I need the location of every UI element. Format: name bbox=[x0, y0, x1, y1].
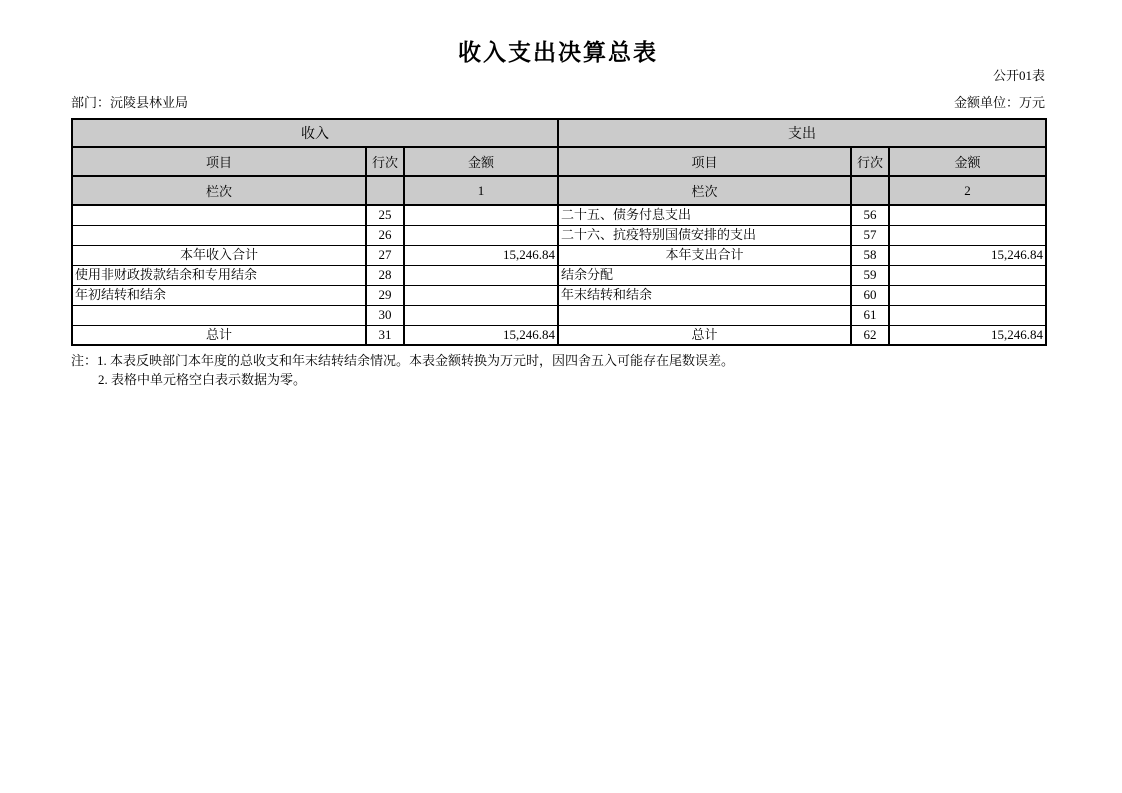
budget-summary-table bbox=[71, 118, 1047, 346]
income-item-cell: 本年收入合计 bbox=[72, 245, 366, 265]
page-title: 收入支出决算总表 bbox=[458, 40, 658, 65]
table-row-total-year bbox=[72, 245, 1046, 265]
table-row bbox=[72, 265, 1046, 285]
footnote-line: 2. 表格中单元格空白表示数据为零。 bbox=[98, 372, 307, 387]
table-row bbox=[72, 205, 1046, 225]
income-item-cell bbox=[72, 305, 366, 325]
income-rowno-header: 行次 bbox=[366, 147, 404, 176]
column-header-row bbox=[72, 147, 1046, 176]
expenditure-amount-cell bbox=[889, 285, 1046, 305]
table-row-grand-total bbox=[72, 325, 1046, 345]
expenditure-column-label: 栏次 bbox=[558, 176, 851, 205]
expenditure-rowno-cell: 60 bbox=[851, 285, 889, 305]
expenditure-amount-header: 金额 bbox=[889, 147, 1046, 176]
table-row bbox=[72, 285, 1046, 305]
expenditure-item-cell: 二十六、抗疫特别国债安排的支出 bbox=[558, 225, 851, 245]
income-item-cell: 使用非财政拨款结余和专用结余 bbox=[72, 265, 366, 285]
expenditure-rowno-header: 行次 bbox=[851, 147, 889, 176]
expenditure-amount-cell bbox=[889, 225, 1046, 245]
income-amount-cell bbox=[404, 285, 558, 305]
expenditure-amount-cell: 15,246.84 bbox=[889, 325, 1046, 345]
income-section-header: 收入 bbox=[72, 119, 558, 147]
income-amount-cell bbox=[404, 305, 558, 325]
unit-label: 金额单位：万元 bbox=[953, 95, 1045, 110]
expenditure-item-cell: 年末结转和结余 bbox=[558, 285, 851, 305]
income-rowno-cell: 31 bbox=[366, 325, 404, 345]
expenditure-rowno-cell: 62 bbox=[851, 325, 889, 345]
expenditure-column-blank bbox=[851, 176, 889, 205]
expenditure-item-cell: 二十五、债务付息支出 bbox=[558, 205, 851, 225]
income-item-header: 项目 bbox=[72, 147, 366, 176]
expenditure-rowno-cell: 61 bbox=[851, 305, 889, 325]
expenditure-rowno-cell: 59 bbox=[851, 265, 889, 285]
department-label: 部门：沅陵县林业局 bbox=[71, 95, 189, 110]
income-item-cell bbox=[72, 225, 366, 245]
income-item-cell: 总计 bbox=[72, 325, 366, 345]
income-amount-cell: 15,246.84 bbox=[404, 245, 558, 265]
income-amount-cell bbox=[404, 225, 558, 245]
income-column-blank bbox=[366, 176, 404, 205]
expenditure-item-cell: 总计 bbox=[558, 325, 851, 345]
income-column-number: 1 bbox=[404, 176, 558, 205]
footnote-line: 注：1. 本表反映部门本年度的总收支和年末结转结余情况。本表金额转换为万元时，因四舍五入可能存在尾数误差。 bbox=[71, 353, 735, 368]
income-amount-cell bbox=[404, 205, 558, 225]
income-rowno-cell: 29 bbox=[366, 285, 404, 305]
form-code-label: 公开01表 bbox=[992, 68, 1045, 83]
document-content bbox=[71, 0, 1045, 389]
income-amount-header: 金额 bbox=[404, 147, 558, 176]
expenditure-amount-cell bbox=[889, 305, 1046, 325]
footnotes bbox=[71, 351, 1045, 389]
table-row bbox=[72, 225, 1046, 245]
column-number-row bbox=[72, 176, 1046, 205]
income-rowno-cell: 26 bbox=[366, 225, 404, 245]
expenditure-rowno-cell: 57 bbox=[851, 225, 889, 245]
expenditure-amount-cell bbox=[889, 205, 1046, 225]
expenditure-item-cell: 本年支出合计 bbox=[558, 245, 851, 265]
income-rowno-cell: 28 bbox=[366, 265, 404, 285]
income-column-label: 栏次 bbox=[72, 176, 366, 205]
expenditure-item-cell: 结余分配 bbox=[558, 265, 851, 285]
income-rowno-cell: 25 bbox=[366, 205, 404, 225]
expenditure-amount-cell: 15,246.84 bbox=[889, 245, 1046, 265]
expenditure-column-number: 2 bbox=[889, 176, 1046, 205]
expenditure-rowno-cell: 56 bbox=[851, 205, 889, 225]
table-row bbox=[72, 305, 1046, 325]
income-item-cell bbox=[72, 205, 366, 225]
income-item-cell: 年初结转和结余 bbox=[72, 285, 366, 305]
section-header-row bbox=[72, 119, 1046, 147]
expenditure-rowno-cell: 58 bbox=[851, 245, 889, 265]
meta-row bbox=[71, 95, 1045, 111]
expenditure-item-header: 项目 bbox=[558, 147, 851, 176]
income-rowno-cell: 30 bbox=[366, 305, 404, 325]
income-amount-cell: 15,246.84 bbox=[404, 325, 558, 345]
expenditure-amount-cell bbox=[889, 265, 1046, 285]
expenditure-section-header: 支出 bbox=[558, 119, 1046, 147]
income-rowno-cell: 27 bbox=[366, 245, 404, 265]
income-amount-cell bbox=[404, 265, 558, 285]
expenditure-item-cell bbox=[558, 305, 851, 325]
